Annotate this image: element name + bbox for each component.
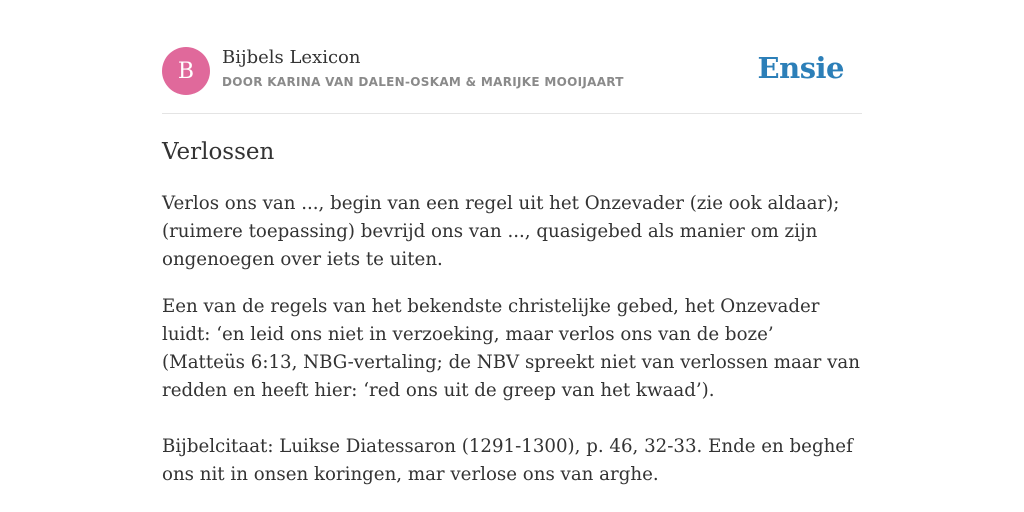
explanation-paragraph: Een van de regels van het bekendste christelijke gebed, het Onzevader luidt: ‘en leid ons niet in verzoeking, maar verlos ons van de boze’ (Matteüs 6:13, NBG-vertaling; de NBV spreekt niet van verlossen maar van redden en heeft hier: ‘red ons uit de greep van het kwaad’). [162, 296, 860, 401]
lexicon-header [162, 46, 862, 96]
definition-paragraph: Verlos ons van ..., begin van een regel uit het Onzevader (zie ook aldaar); (ruimere toepassing) bevrijd ons van ..., quasigebed als manier om zijn ongenoegen over iets te uiten. [162, 193, 840, 270]
bible-quote-paragraph: Bijbelcitaat: Luikse Diatessaron (1291-1300), p. 46, 32-33. Ende en beghef ons nit in onsen koringen, mar verlose ons van arghe. [162, 436, 853, 485]
page-title: Verlossen [162, 139, 275, 165]
lexicon-avatar[interactable]: B [162, 47, 210, 95]
ensie-logo[interactable]: Ensie [757, 51, 844, 85]
header-divider [162, 113, 862, 114]
lexicon-title-link[interactable]: Bijbels Lexicon [222, 47, 361, 68]
article-body [162, 190, 862, 489]
lexicon-authors: DOOR KARINA VAN DALEN-OSKAM & MARIJKE MOOIJAART [222, 75, 624, 89]
